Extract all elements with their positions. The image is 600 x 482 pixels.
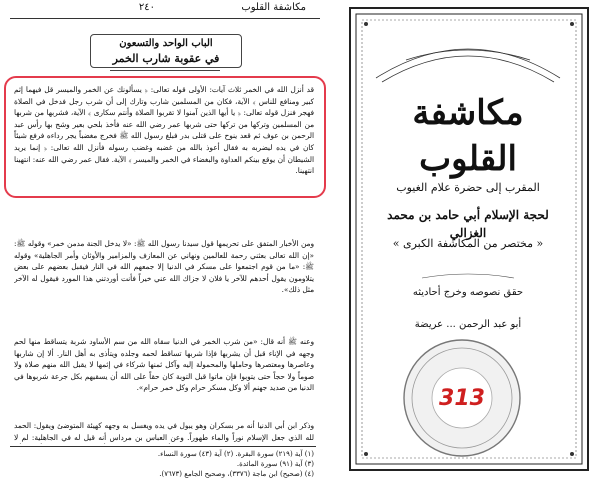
footnote-rule — [10, 446, 316, 447]
divider-flourish — [422, 274, 514, 278]
book-author: لحجة الإسلام أبي حامد بن محمد الغزالي — [387, 208, 549, 240]
paragraph-3: وعنه ﷺ أنه قال: «من شرب الخمر في الدنيا سقاه الله من سم الأساود شربة يتساقط منها لحم وجهه في الإناء قبل أن يشربها فإذا شربها تساقط لحمه وجلده ويتأذى به أهل النار. ألا إن شاربها وعاصرها ومعتصرها وحاملها والمحمولة إليه وآكل ثمنها شركاء في إثمها لا يقبل الله منهم صلاة ولا صوماً ولا حجاً حتى يتوبوا فإن ماتوا قبل التوبة كان حقاً على الله أن يسقيهم بكل جرعة شربوها في الدنيا من صديد جهنم ألا وكل مسكر حرام وكل خمر حرام». — [14, 337, 314, 393]
cover-page — [336, 0, 600, 482]
chapter-title: الباب الواحد والتسعون — [119, 38, 213, 49]
footnote: (٣) آية (٩١) سورة المائدة. — [236, 460, 314, 468]
verification-credit: حقق نصوصه وخرج أحاديثه — [412, 287, 524, 298]
header-rule — [10, 18, 320, 19]
footnote: (١) آية (٢١٩) سورة البقرة. (٢) آية (٤٣) سورة النساء. — [157, 450, 314, 458]
running-head-title: مكاشفة القلوب — [241, 2, 306, 13]
footnote: (٤) (صحيح) ابن ماجة (٣٣٧٦)، وصحيح الجامع (٧٦٧٣). — [159, 470, 314, 478]
paragraph-4: وذكر ابن أبي الدنيا أنه مر بسكران وهو يبول في يده ويغسل به وجهه كهيئة المتوضئ ويقول: الحمد لله الذي جعل الإسلام نوراً والماء طهوراً. وعن العباس بن مرداس أنه قيل له في الجاهلية: لم لا — [14, 421, 314, 442]
heading-rule — [110, 70, 220, 71]
arch-ornament — [376, 49, 560, 82]
page-number: ٢٤٠ — [138, 2, 155, 13]
highlighted-paragraph: قد أنزل الله في الخمر ثلاث آيات: الأولى قوله تعالى: ﴿ يسألونك عن الخمر والميسر قل فيهما إثم كبير ومنافع للناس ﴾ الآية، فكان من المسلمين شارب وتارك إلى أن شرب رجل فدخل في الصلاة فهجر فنزل قوله تعالى: ﴿ يا أيها الذين آمنوا لا تقربوا الصلاة وأنتم سكارى ﴾ الآية، فشربها من شربها من المسلمين وتركها من تركها حتى شربها عمر رضي الله عنه فأخذ بلحي بعير وشج بها رأس عبد الرحمن بن عوف ثم قعد ينوح على قتلى بدر فبلغ رسول الله ﷺ فخرج مغضباً يجر رداءه فرفع شيئاً كان في يده ليضربه به فقال أعوذ بالله من غضبه وغضب رسوله فأنزل الله تعالى: ﴿ إنما يريد الشيطان أن يوقع بينكم العداوة والبغضاء في الخمر والميسر ﴾ الآية. فقال عمر رضي الله عنه: انتهينا انتهينا. — [14, 85, 314, 176]
running-head — [0, 2, 330, 18]
abridgement-note: « مختصر من المكاشفة الكبرى » — [392, 237, 544, 250]
editor-name: أبو عبد الرحمن ... عريضة — [414, 319, 522, 330]
chapter-heading — [90, 34, 242, 68]
book-subtitle: المقرب إلى حضرة علام الغيوب — [396, 181, 540, 194]
book-title: مكاشفة القلوب — [412, 93, 524, 179]
watermark-number: 313 — [439, 386, 485, 411]
chapter-subtitle: في عقوبة شارب الخمر — [112, 52, 220, 65]
paragraph-2: ومن الأخبار المتفق على تحريمها قول سيدنا رسول الله ﷺ: «لا يدخل الجنة مدمن خمر» وقوله ﷺ: «إن الله تعالى بعثني رحمة للعالمين ونهاني عن المعازف والمزامير والأوثان وأمر الجاهلية» وقوله ﷺ: «ما من قوم اجتمعوا على مسكر في الدنيا إلا جمعهم الله في النار فيقبل بعضهم على بعض يتلاومون يقول أحدهم للآخر يا فلان لا جزاك الله عني خيراً فأنت أوردتني هذا المورد فيقول له الآخر مثل ذلك». — [14, 239, 314, 295]
